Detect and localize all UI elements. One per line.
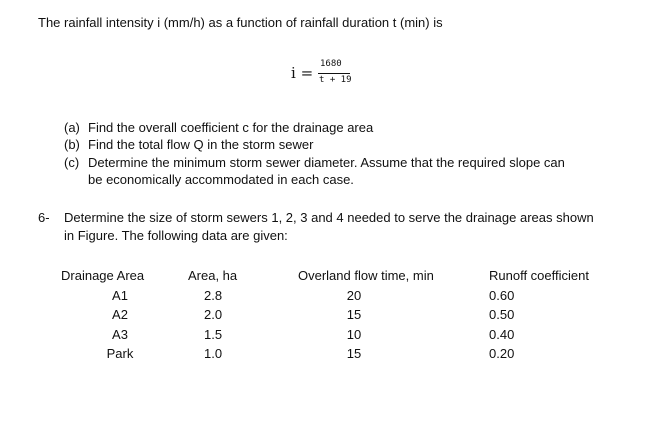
table-cell-flow-time: 10 (346, 327, 362, 342)
header-runoff-coefficient: Runoff coefficient (489, 268, 589, 283)
part-c-marker: (c) (64, 155, 80, 170)
table-cell-flow-time: 20 (346, 288, 362, 303)
table-cell-flow-time: 15 (346, 307, 362, 322)
fraction-bar (318, 73, 350, 74)
table-cell-runoff: 0.20 (489, 346, 515, 361)
table-cell-area-ha: 1.5 (204, 327, 223, 342)
table-cell-area-name: A1 (112, 288, 128, 303)
intro-text: The rainfall intensity i (mm/h) as a function of rainfall duration t (min) is (38, 15, 443, 30)
header-overland-flow-time: Overland flow time, min (298, 268, 434, 283)
part-a-text: Find the overall coefficient c for the drainage area (88, 120, 374, 135)
part-a-marker: (a) (64, 120, 80, 135)
rainfall-intensity-formula (291, 58, 371, 88)
header-area: Area, ha (188, 268, 238, 283)
table-cell-runoff: 0.50 (489, 307, 515, 322)
table-cell-runoff: 0.60 (489, 288, 515, 303)
table-cell-flow-time: 15 (346, 346, 362, 361)
table-cell-area-name: A3 (112, 327, 128, 342)
table-cell-area-name: A2 (112, 307, 128, 322)
part-b-marker: (b) (64, 137, 80, 152)
table-cell-area-ha: 2.8 (204, 288, 223, 303)
part-c-text: Determine the minimum storm sewer diameter. Assume that the required slope can (88, 155, 565, 170)
table-cell-area-ha: 2.0 (204, 307, 223, 322)
table-cell-area-name: Park (106, 346, 134, 361)
part-c-text-line2: be economically accommodated in each case. (88, 172, 354, 187)
formula-numerator: 1680 (320, 59, 342, 69)
table-cell-area-ha: 1.0 (204, 346, 223, 361)
formula-denominator: t + 19 (319, 75, 352, 85)
formula-lhs: i = (291, 64, 314, 82)
table-cell-runoff: 0.40 (489, 327, 515, 342)
header-drainage-area: Drainage Area (61, 268, 145, 283)
problem-text-line2: in Figure. The following data are given: (64, 228, 288, 243)
problem-number: 6- (38, 210, 50, 225)
part-b-text: Find the total flow Q in the storm sewer (88, 137, 314, 152)
problem-text-line1: Determine the size of storm sewers 1, 2, 3 and 4 needed to serve the drainage areas shown (64, 210, 594, 225)
